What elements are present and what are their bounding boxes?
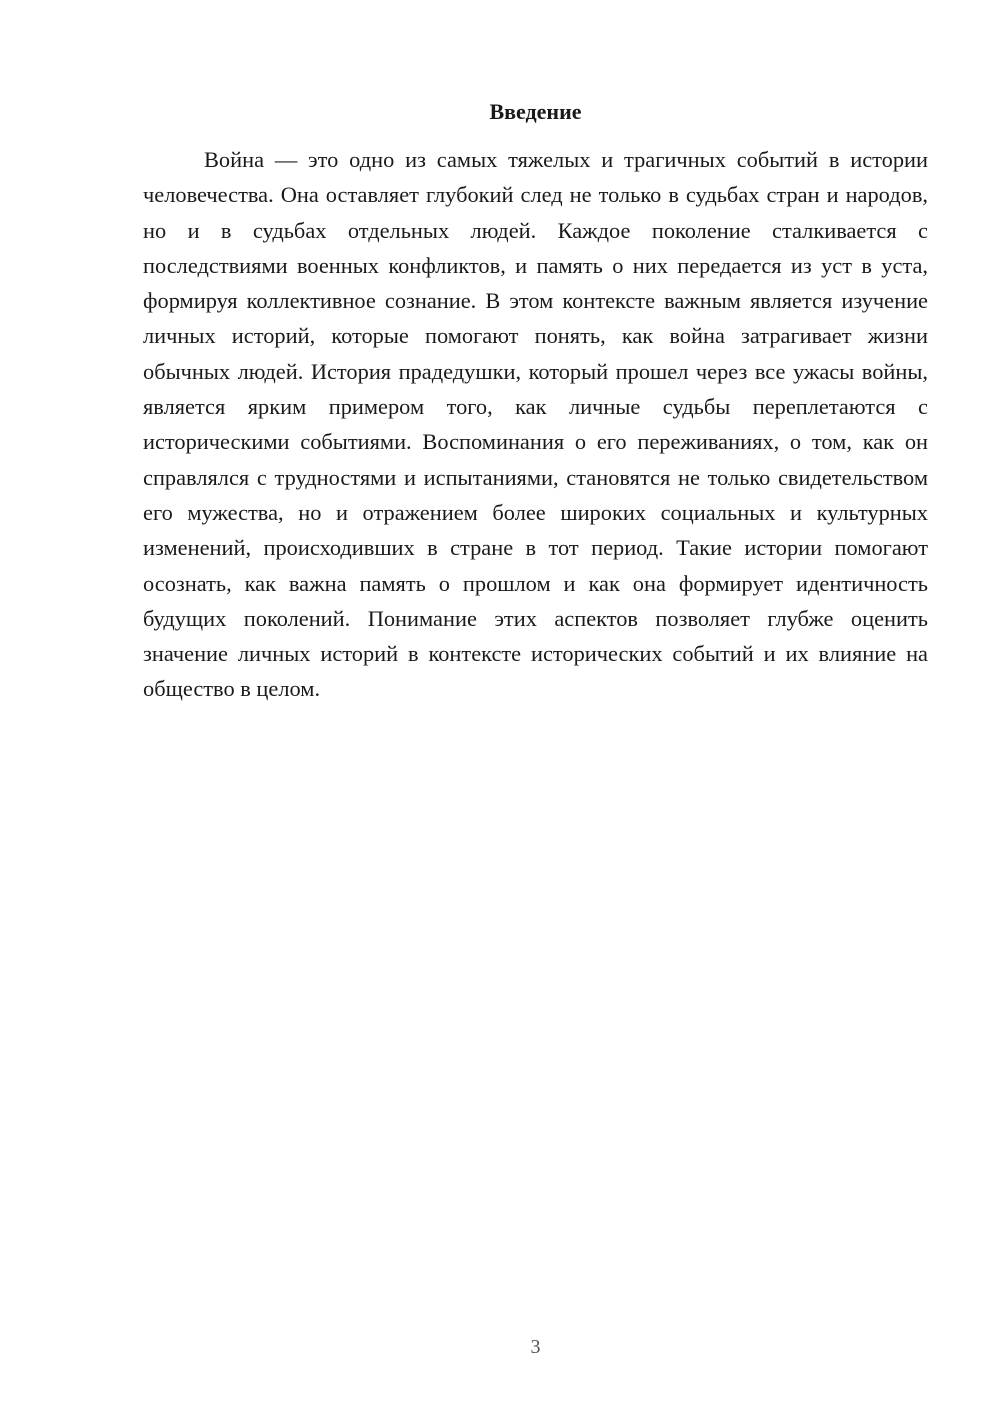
page-number: 3 <box>530 1336 541 1358</box>
section-heading: Введение <box>489 99 582 124</box>
body-paragraph: Война — это одно из самых тяжелых и трагичных событий в истории человечества. Она оставляет глубокий след не только в судьбах стран и народов, но и в судьбах отдельных людей. Каждое поколение сталкивается с последствиями военных конфликтов, и память о них передается из уст в уста, формируя коллективное сознание. В этом контексте важным является изучение личных историй, которые помогают понять, как война затрагивает жизни обычных людей. История прадедушки, который прошел через все ужасы войны, является ярким примером того, как личные судьбы переплетаются с историческими событиями. Воспоминания о его переживаниях, о том, как он справлялся с трудностями и испытаниями, становятся не только свидетельством его мужества, но и отражением более широких социальных и культурных изменений, происходивших в стране в тот период. Такие истории помогают осознать, как важна память о прошлом и как она формирует идентичность будущих поколений. Понимание этих аспектов позволяет глубже оценить значение личных историй в контексте исторических событий и их влияние на общество в целом. <box>143 147 928 702</box>
